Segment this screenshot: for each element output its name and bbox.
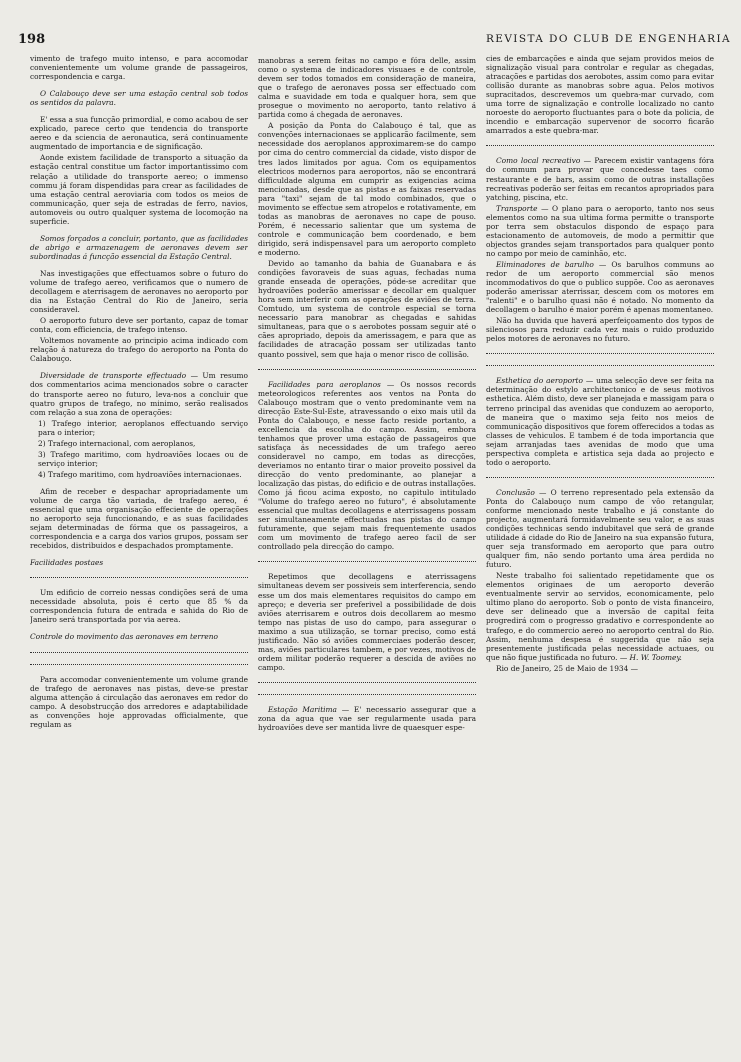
paragraph: Não ha duvida que haverá aperfeiçoamento dos typos de silenciosos para reduzir cada vez mais o ruido produzido pelos motores de aeronaves no futuro.: [486, 316, 714, 344]
dotted-rule: [486, 476, 714, 478]
paragraph: cies de embarcações e ainda que sejam providos meios de signalização visual para controlar e regular as chegadas, atracações e partidas dos aerobotes, assim como para evitar collisão durante as manobras sobre agua. Pelos motivos supracitados, descrevemos um quebra-mar curvado, com uma torre de signalização e controlle localizado no canto noroeste do aeroporto fluctuantes para o bote da policia, de incendio e embarcação supervenor de socorro ficarão amarrados a este quebra-mar.: [486, 54, 714, 136]
dotted-rule: [30, 663, 248, 665]
paragraph: Nas investigações que effectuamos sobre o futuro do volume de trafego aereo, verificamos que o numero de decollagem e aterrisagem de aeronaves no aeroporto por dia na Estação Central do Rio de Janeiro, seria consideravel.: [30, 268, 248, 315]
list-item: 3) Trafego maritimo, com hydroaviões locaes ou de serviço interior;: [38, 449, 248, 468]
paragraph: E' essa a sua funcção primordial, e como acabou de ser explicado, parece certo que tendencia do transporte aereo e da sciencia de aeronautica, será continuamente augmentado de importancia e de significação.: [30, 115, 248, 152]
dotted-rule: [486, 364, 714, 366]
paragraph: A posição da Ponta do Calabouço é tal, que as convenções internacionaes se applicarão facilmente, sem necessidade dos aeroplanos approximarem-se do campo por cima do centro commercial da cidade, visto dispor de tres lados limitados por agua. Com os equipamentos electricos modernos para aeroportos, não se encontrará difficuldade alguma em cumprir as exigencias acima mencionadas, desde que as pistas e as faixas reservadas para "taxi" sejam de tal modo combinados, que o movimento se effectue sem atropelos e rotativamente, em todas as manobras de aeronaves no cape de pouso. Porém, é necessario salientar que um systema de controle e communicação bem coordenado, e bem dirigido, será indispensavel para um aeroporto completo e moderno.: [258, 121, 476, 257]
paragraph: Diversidade de transporte effectuado — Um resumo dos commentarios acima mencionados sobre o caracter do transporte aereo no futuro, leva-nos a concluir que quatro grupos de trafego, no minimo, serão realisados com relação a sua zona de operações:: [30, 371, 248, 417]
paragraph-italic: Somos forçados a concluir, portanto, que as facilidades de abrigo e armazenagem de aeronaves devem ser subordinadas á funcção essencial da Estação Central.: [30, 233, 248, 261]
paragraph: Afim de receber e despachar apropriadamente um volume de carga tão variada, de trafego aereo, é essencial que uma organisação effeciente de operações no aeroporto seja funccionando, e as suas facilidades sejam determinadas de fórma que os passageiros, a correspondencia e a carga dos varios grupos, possam ser recebidos, distribuidos e despachados promptamente.: [30, 486, 248, 551]
paragraph: Transporte — O plano para o aeroporto, tanto nos seus elementos como na sua ultima forma permitte o transporte por terra sem obstaculos dispondo de espaço para estacionamento de automoveis, de modo a permittir que objectos grandes sejam transportados para qualquer ponto no campo por meio de caminhão, etc.: [486, 203, 714, 258]
section-lead: Conclusão: [496, 487, 535, 497]
paragraph: Voltemos novamente ao principio acima indicado com relação á natureza do trafego do aeroporto na Ponta do Calabouço.: [30, 336, 248, 364]
paragraph: Eliminadores de barulho — Os barulhos communs ao redor de um aeroporto commercial são menos incommodativos do que o publico suppõe. Coo as aeronaves poderão amerissar aterrissar, descem com os motores em "ralenti" e o barulho quasi não é notado. No momento da decollagem o barulho é maior porém é apenas momentaneo.: [486, 259, 714, 315]
dotted-rule: [486, 352, 714, 354]
journal-title: REVISTA DO CLUB DE ENGENHARIA: [485, 33, 731, 45]
section-lead: Estação Maritima: [268, 704, 337, 714]
section-lead: Eliminadores de barulho: [496, 259, 594, 269]
section-lead: Controle do movimento das aeronaves em terreno: [30, 632, 218, 642]
list-item: 1) Trafego interior, aeroplanos effectuando serviço para o interior;: [38, 418, 248, 437]
paragraph: O aeroporto futuro deve ser portanto, capaz de tomar conta, com efficiencia, de trafego intenso.: [30, 316, 248, 335]
paragraph: Aonde existem facilidade de transporto a situação da estação central constitue um factor importantissimo com relação a utilidade do transporte aereo; o immenso commu já foram dispendidas para crear as facilidades de uma estação central aeroviaria com todos os meios de communicação, quer seja de estradas de ferro, navios, automoveis ou outro qualquer systema de locomoção na superficie.: [30, 153, 248, 226]
paragraph: Como local recreativo — Parecem existir vantagens fóra do commum para provar que concedesse taes como restaurante e de bars, assim como de outras installações recreativas poderão ser feitas em recantos apropriados para yatching, piscina, etc.: [486, 156, 714, 202]
column-right: [486, 54, 714, 1054]
section-lead: Facilidades postaes: [30, 558, 104, 568]
dotted-rule: [30, 651, 248, 653]
section-lead: Como local recreativo: [496, 156, 581, 166]
dotted-rule: [30, 576, 248, 578]
dotted-rule: [258, 368, 476, 370]
signature: — H. W. Toomey.: [619, 652, 682, 662]
paragraph: Estação Maritima — E' necessario assegurar que a zona da agua que vae ser regularmente usada para hydroaviões deve ser mantida livre de quaesquer espe-: [258, 704, 476, 733]
list-item: 2) Trafego internacional, com aeroplanos,: [38, 438, 196, 448]
dotted-rule: [258, 681, 476, 683]
dotted-rule: [486, 144, 714, 146]
paragraph: Um edificio de correio nessas condições será de uma necessidade absoluta, pois é certo que 85 % da correspondencia futura de entrada e sahida do Rio de Janeiro será transportada por via aerea.: [30, 588, 248, 625]
paragraph: Neste trabalho foi salientado repetidamente que os elementos originaes de um aeroporto deverão eventualmente servir ao servidos, economicamente, pelo ultimo plano do aeroporto. Sob o ponto de vista financeiro, deve ser delineado que a inversão de capital feita progredirá com o progresso gradativo e correspondente ao trafego, e do commercio aereo no aeroporto central do Rio. Assim, nenhuma despesa é suggerida que não seja presentemente justificada pelas necessidade actuaes, ou que não fique justificada no futuro. — H. W. Toomey.: [486, 571, 714, 662]
section-lead: Diversidade de transporte effectuado —: [40, 371, 198, 381]
section-lead: Facilidades para aeroplanos: [268, 379, 381, 389]
paragraph: manobras a serem feitas no campo e fóra delle, assim como o systema de indicadores visuaes e de controle, devem ser todos tomados em consideração de maneira, que o trafego de aeronaves possa ser effectuado com calma e suavidade em toda e qualquer hora, sem que prosegue o movimento no aeroporto, tanto relativo á partida como á chegada de aeronaves.: [258, 56, 476, 120]
page-number: 198: [18, 32, 46, 47]
section-lead: Esthetica do aeroporto: [496, 376, 583, 386]
paragraph: Devido ao tamanho da bahia de Guanabara e ás condições favoraveis de suas aguas, fechadas numa grande enseada de operações, póde-se acreditar que hydroaviões poderão amerissar e decollar em qualquer hora sem interferir com as operações de aviões de terra. Comtudo, um systema de controle especial se torna necessario para manobrar as chegadas e sahidas simultaneas, para que o s aerobotes possam seguir até o cães apropriado, depois da amerissagem, e para que as facilidades de atracação possam ser utilizadas tanto quanto possivel, sem que haja o menor risco de collisão.: [258, 259, 476, 359]
paragraph-italic: O Calabouço deve ser uma estação central sob todos os sentidos da palavra.: [30, 89, 248, 108]
paragraph: Conclusão — O terreno representado pela extensão da Ponta do Calabouço num campo de vôo retangular, conforme mencionado neste trabalho e já constante do projecto, augmentará formidavelmente seu valor, e as suas condições technicas sendo indubitavel que será de grande utilidade á cidade do Rio de Janeiro na sua expansão futura, quer seja transformado em aeroporto que para outro qualquer fim, não sendo portanto uma área perdida no futuro.: [486, 487, 714, 570]
paragraph: Para accomodar convenientemente um volume grande de trafego de aeronaves nas pistas, deve-se prestar alguma attenção á circulação das aeronaves em redor do campo. A desobstrucção dos arredores e adaptabilidade as convenções hoje approvadas officialmente, que regulam as: [30, 674, 248, 729]
dotted-rule: [258, 560, 476, 562]
column-middle: [258, 56, 476, 1056]
dotted-rule: [258, 693, 476, 695]
paragraph: Facilidades para aeroplanos — Os nossos records meteorologicos referentes aos ventos na Ponta do Calabouço mostram que o vento predominante vem na direcção Este-Sul-Este, atravessando o eixo mais util da Ponta do Calabouço, e nesse facto reside portanto, a excellencia da escolha do campo. Assim, embora tenhamos que prover uma estação de passageiros que satisfaça ás necessidades de um trafego aereo consideravel no campo, em todas as direcções, deveriamos no entanto tirar o maior proveito possivel da direcção do vento predominante, ao planejar a localização das pistas, do edificio e de outras installações. Como já ficou acima exposto, no capitulo intitulado "Volume do trafego aereo no futuro", é absolutamente essencial que multas decollagens e aterrissagens possam ser simultaneamente effectuadas nas pistas do campo futuramente, que sejam mais frequentemente usados com um movimento de trafego aereo facil de ser controllado pela direcção do campo.: [258, 379, 476, 552]
list-item: 4) Trafego maritimo, com hydroaviões internacionaes.: [38, 469, 242, 479]
paragraph: Esthetica do aeroporto — uma selecção deve ser feita na determinação do estylo architectonico e de seus motivos esthetica. Além disto, deve ser planejada e massigam para o terreno principal das avenidas que conduzem ao aeroporto, de maneira que o maximo seja feito nos meios de communicação dispositivos que forem offerecidos a todas as classes de vehiculos. E tambem é de toda importancia que sejam arranjadas taes avenidas de modo que uma perspectiva completa e artistica seja dada ao projecto e todo o aeroporto.: [486, 376, 714, 467]
dateline: Rio de Janeiro, 25 de Maio de 1934 —: [496, 663, 639, 673]
paragraph: Repetimos que decollagens e aterrissagens simultaneas devem ser possiveis sem interferencia, sendo esse um dos mais elementares requisitos do campo em apreço; e deveria ser preferivel a possibilidade de dois aviões aterrisarem e outros dois decollarem ao mesmo tempo nas pistas de uso do campo, para assegurar o maximo a sua utilização, se tornar preciso, como está justificado. Não só aviões commerciaes poderão descer, mas, aviões particulares tambem, e por vezes, motivos de ordem militar poderão requerer a descida de aviões no campo.: [258, 572, 476, 672]
paragraph: vimento de trafego muito intenso, e para accomodar convenientemente um volume grande de passageiros, correspondencia e carga.: [30, 54, 248, 82]
column-left: [30, 54, 248, 1054]
section-lead: Transporte: [496, 203, 538, 213]
